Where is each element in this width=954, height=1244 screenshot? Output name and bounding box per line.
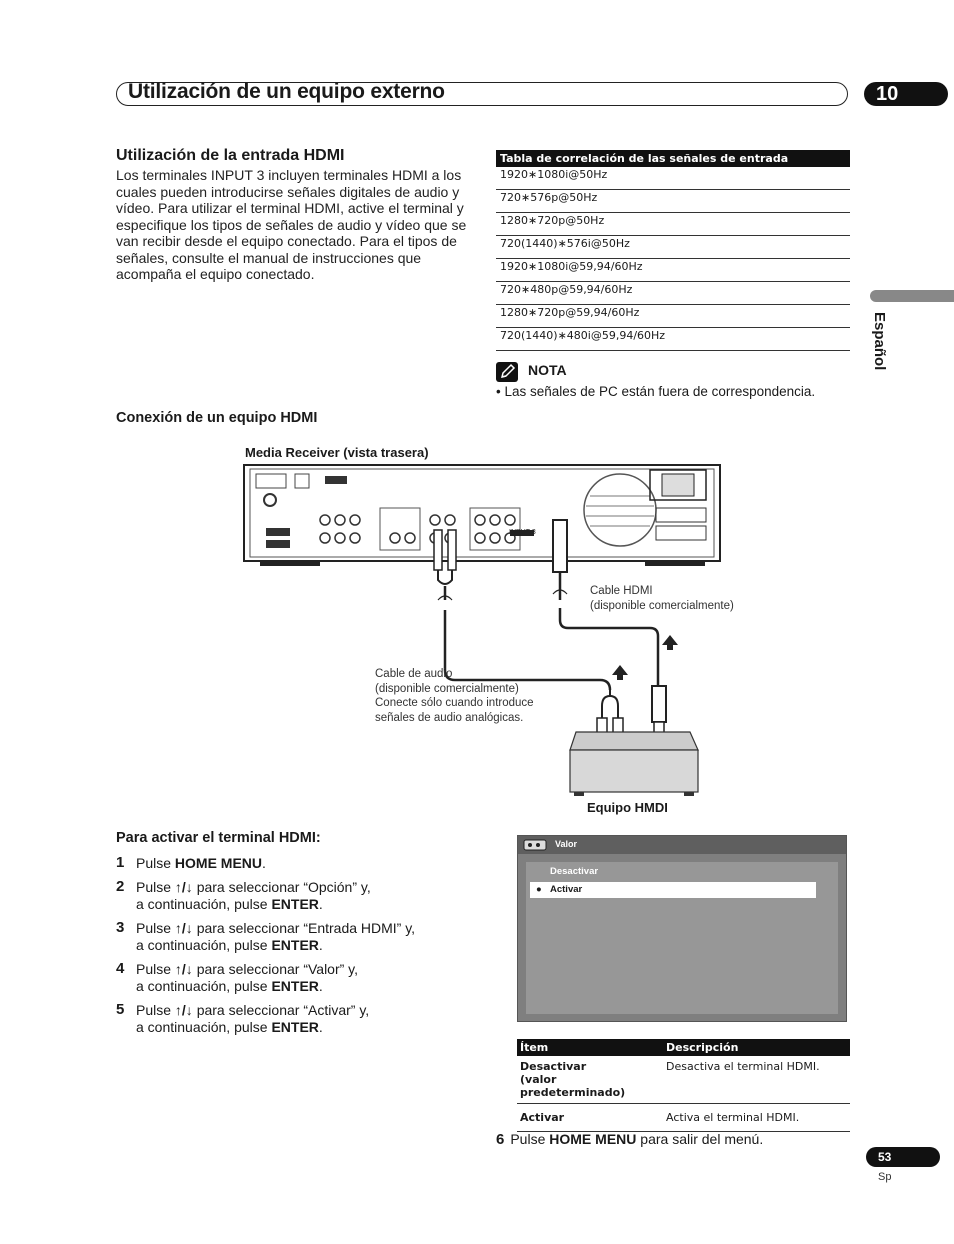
- menu-panel: [526, 862, 838, 1014]
- table-row: 720(1440)∗480i@59,94/60Hz: [496, 328, 850, 351]
- note-title: NOTA: [528, 362, 567, 378]
- osd-menu: [517, 835, 847, 1022]
- up-down-arrows-icon: ↑/↓: [174, 1002, 193, 1018]
- up-down-arrows-icon: ↑/↓: [174, 961, 193, 977]
- list-item: 5 Pulse ↑/↓ para seleccionar “Activar” y, a continuación, pulse ENTER.: [116, 1001, 370, 1035]
- list-item: 1 Pulse HOME MENU.: [116, 854, 266, 871]
- table-row: 720∗480p@59,94/60Hz: [496, 282, 850, 305]
- page-number: 53: [866, 1147, 940, 1167]
- table-row: 720(1440)∗576i@50Hz: [496, 236, 850, 259]
- diagram-title: Media Receiver (vista trasera): [245, 445, 429, 460]
- item-table: [517, 1039, 850, 1132]
- note-pencil-icon: [496, 362, 518, 382]
- table-row: Desactivar (valor predeterminado) Desactiva el terminal HDMI.: [517, 1056, 850, 1104]
- list-item: 2 Pulse ↑/↓ para seleccionar “Opción” y, a continuación, pulse ENTER.: [116, 878, 371, 912]
- remote-icon: [522, 837, 550, 853]
- up-down-arrows-icon: ↑/↓: [174, 879, 193, 895]
- steps-list: [116, 855, 476, 1043]
- chapter-badge: 10: [864, 82, 948, 106]
- up-down-arrows-icon: ↑/↓: [174, 920, 193, 936]
- menu-option-desactivar[interactable]: Desactivar: [550, 866, 599, 877]
- note-text: • Las señales de PC están fuera de correspondencia.: [496, 384, 816, 399]
- list-item: 4 Pulse ↑/↓ para seleccionar “Valor” y, a continuación, pulse ENTER.: [116, 960, 359, 994]
- table-row: 1920∗1080i@59,94/60Hz: [496, 259, 850, 282]
- page-title: Utilización de un equipo externo: [128, 80, 445, 103]
- table-row: 1920∗1080i@50Hz: [496, 167, 850, 190]
- signal-table-header: Tabla de correlación de las señales de entrada: [496, 150, 850, 167]
- section-body: Los terminales INPUT 3 incluyen terminales HDMI a los cuales pueden introducirse señales digitales de audio y vídeo. Para utilizar el terminal HDMI, active el terminal y especifique los tipos de señales de audio y vídeo que se van recibir desde el equipo conectado. Para el tipos de señales, consulte el manual de instrucciones que acompaña el equipo conectado.: [116, 167, 467, 282]
- audio-cable-label: Cable de audio (disponible comercialmente) Conecte sólo cuando introduce señales de audio analógicas.: [375, 668, 534, 724]
- table-row: 1280∗720p@59,94/60Hz: [496, 305, 850, 328]
- selected-bullet-icon: ●: [536, 884, 542, 895]
- menu-title: Valor: [555, 839, 578, 849]
- device-label: Equipo HMDI: [587, 800, 668, 815]
- language-code: Sp: [878, 1171, 892, 1183]
- connection-diagram: [240, 460, 730, 820]
- table-row: Activar Activa el terminal HDMI.: [517, 1104, 850, 1132]
- section-title: Utilización de la entrada HDMI: [116, 147, 345, 164]
- activate-title: Para activar el terminal HDMI:: [116, 830, 321, 846]
- hdmi-cable-label: Cable HDMI (disponible comercialmente): [590, 585, 734, 612]
- language-tab: [870, 290, 954, 302]
- menu-option-activar[interactable]: ● Activar: [530, 882, 816, 898]
- desc-col-header: Descripción: [663, 1039, 850, 1056]
- connection-title: Conexión de un equipo HDMI: [116, 410, 318, 426]
- list-item: 3 Pulse ↑/↓ para seleccionar “Entrada HDMI” y, a continuación, pulse ENTER.: [116, 919, 416, 953]
- menu-header: [518, 836, 846, 854]
- step-6: 6 Pulse HOME MENU para salir del menú.: [496, 1131, 764, 1148]
- signal-table: [496, 150, 850, 351]
- table-row: 720∗576p@50Hz: [496, 190, 850, 213]
- input3-label: INPUT 3: [509, 529, 536, 536]
- table-row: 1280∗720p@50Hz: [496, 213, 850, 236]
- item-col-header: Ítem: [517, 1039, 663, 1056]
- language-label: Español: [871, 312, 888, 371]
